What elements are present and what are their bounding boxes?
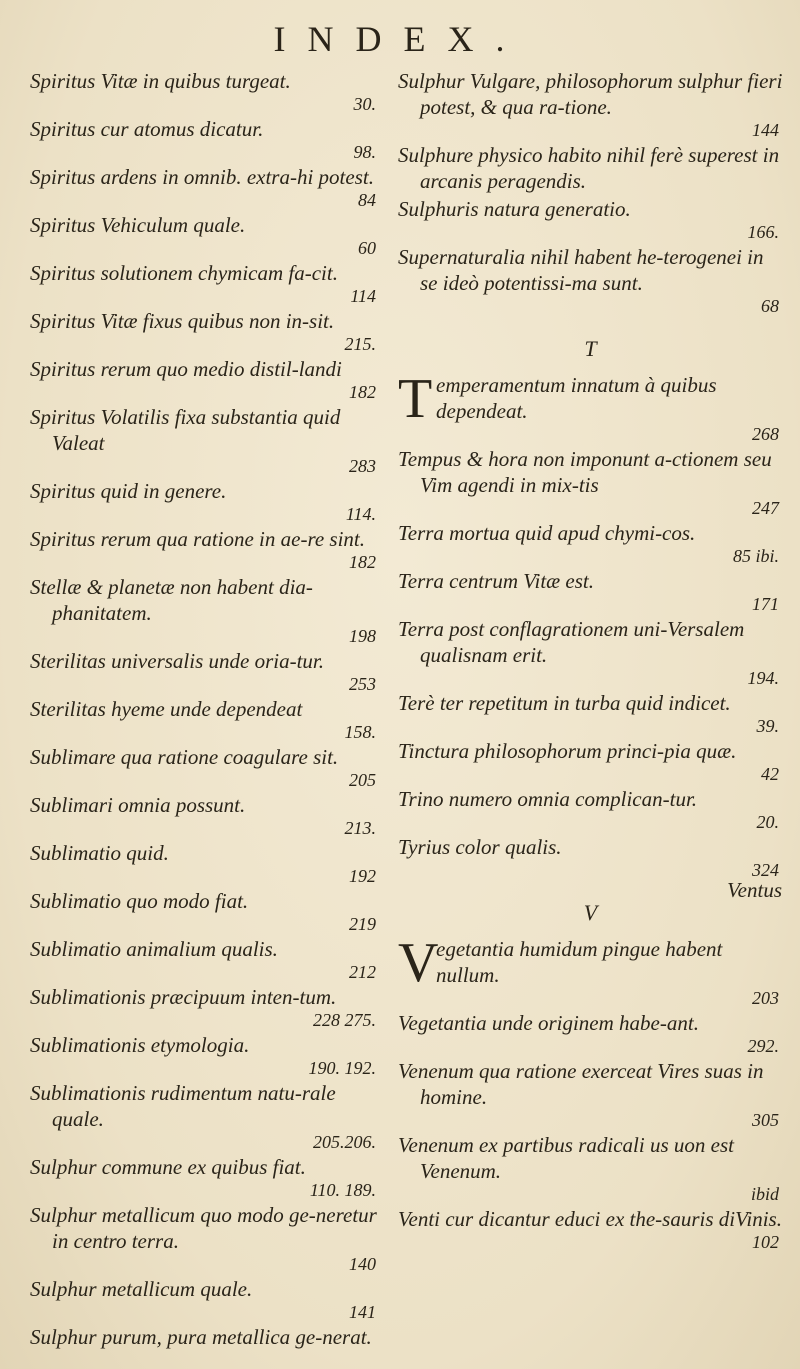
- entry-text: Sterilitas universalis unde oria-tur.: [30, 649, 324, 673]
- entry-text: Tinctura philosophorum princi-pia quæ.: [398, 739, 737, 763]
- section-heading-t: T: [584, 336, 597, 361]
- index-entry: [398, 932, 783, 1008]
- entry-page-ref: 194.: [747, 668, 779, 688]
- index-entry: [30, 526, 380, 572]
- entry-page-ref: 228 275.: [313, 1010, 376, 1030]
- entry-text: Sublimationis rudimentum natu-rale quale.: [30, 1081, 336, 1131]
- index-entry: [30, 1202, 380, 1274]
- index-entry: [30, 1032, 380, 1078]
- entry-page-ref: 215.: [344, 334, 376, 354]
- entry-page-ref: 102: [752, 1232, 779, 1252]
- entry-text: Spiritus rerum qua ratione in ae-re sint.: [30, 527, 366, 551]
- entry-text: Tempus & hora non imponunt a-ctionem seu Vim agendi in mix-tis: [398, 447, 772, 497]
- entry-text: Sulphur metallicum quo modo ge-neretur in centro terra.: [30, 1203, 377, 1253]
- entry-text: Sublimationis etymologia.: [30, 1033, 250, 1057]
- entry-text: Stellæ & planetæ non habent dia-phanitatem.: [30, 575, 313, 625]
- entry-page-ref: 192: [349, 866, 376, 886]
- entry-text: Sublimatio animalium qualis.: [30, 937, 278, 961]
- index-entry: [30, 574, 380, 646]
- entry-page-ref: 324: [752, 860, 779, 880]
- entry-page-ref: 84: [358, 190, 376, 210]
- entry-page-ref: 283: [349, 456, 376, 476]
- entry-text: Sublimationis præcipuum inten-tum.: [30, 985, 337, 1009]
- index-entry: [30, 356, 380, 402]
- index-entry: [30, 1324, 380, 1350]
- index-entry: [30, 1154, 380, 1200]
- entry-page-ref: 42: [761, 764, 779, 784]
- index-entry: [30, 744, 380, 790]
- index-entry: [30, 404, 380, 476]
- index-entry: [398, 616, 783, 688]
- entry-page-ref: 268: [752, 424, 779, 444]
- index-entry: [30, 116, 380, 162]
- entry-page-ref: 292.: [747, 1036, 779, 1056]
- entry-text: Sterilitas hyeme unde dependeat: [30, 697, 303, 721]
- entry-text: Sublimatio quid.: [30, 841, 169, 865]
- entry-text: Venenum ex partibus radicali us uon est Venenum.: [398, 1133, 734, 1183]
- index-entry: [398, 68, 783, 140]
- index-entry: [30, 212, 380, 258]
- entry-page-ref: 205: [349, 770, 376, 790]
- entry-page-ref: 140: [349, 1254, 376, 1274]
- entry-text: Spiritus quid in genere.: [30, 479, 227, 503]
- entry-page-ref: 114.: [345, 504, 376, 524]
- entry-text: Sulphur Vulgare, philosophorum sulphur fieri potest, & qua ra-tione.: [398, 69, 783, 119]
- index-entry: [398, 738, 783, 784]
- index-entry: [30, 260, 380, 306]
- entry-text: Sublimari omnia possunt.: [30, 793, 246, 817]
- index-entry: [30, 68, 380, 114]
- entry-text: Sublimatio quo modo fiat.: [30, 889, 249, 913]
- entry-page-ref: 182: [349, 382, 376, 402]
- entry-page-ref: 114: [350, 286, 376, 306]
- left-column: [30, 68, 380, 1352]
- entry-text: Spiritus cur atomus dicatur.: [30, 117, 264, 141]
- index-entry: [30, 840, 380, 886]
- entry-page-ref: 171: [752, 594, 779, 614]
- entry-text: Spiritus rerum quo medio distil-landi: [30, 357, 342, 381]
- entry-page-ref: 213.: [344, 818, 376, 838]
- entry-page-ref: 110. 189.: [309, 1180, 376, 1200]
- entry-text: Venenum qua ratione exerceat Vires suas in homine.: [398, 1059, 764, 1109]
- entry-text: emperamentum innatum à quibus dependeat.: [436, 373, 717, 423]
- entry-page-ref: 182: [349, 552, 376, 572]
- entry-text: Sulphuris natura generatio.: [398, 197, 631, 221]
- entry-text: Venti cur dicantur educi ex the-sauris diVinis.: [398, 1207, 782, 1231]
- index-entry: [30, 1276, 380, 1322]
- entry-page-ref: 212: [349, 962, 376, 982]
- entry-text: Spiritus Vitæ fixus quibus non in-sit.: [30, 309, 335, 333]
- entry-text: Spiritus solutionem chymicam fa-cit.: [30, 261, 338, 285]
- index-entry: [398, 690, 783, 736]
- entry-page-ref: 198: [349, 626, 376, 646]
- entry-page-ref: 305: [752, 1110, 779, 1130]
- entry-page-ref: 68: [761, 296, 779, 316]
- entry-page-ref: 60: [358, 238, 376, 258]
- entry-page-ref: 219: [349, 914, 376, 934]
- right-column: [398, 68, 783, 1254]
- index-entry: [398, 1132, 783, 1204]
- index-entry: [30, 888, 380, 934]
- entry-page-ref: 141: [349, 1302, 376, 1322]
- entry-text: Sulphure physico habito nihil ferè superest in arcanis peragendis.: [398, 143, 780, 193]
- entry-page-ref: 144: [752, 120, 779, 140]
- entry-text: Spiritus Volatilis fixa substantia quid Valeat: [30, 405, 341, 455]
- entry-page-ref: 85 ibi.: [732, 546, 779, 566]
- entry-page-ref: 203: [752, 988, 779, 1008]
- index-entry: [30, 984, 380, 1030]
- entry-page-ref: 253: [349, 674, 376, 694]
- entry-page-ref: 158.: [344, 722, 376, 742]
- index-entry: [398, 196, 783, 242]
- index-entry: [398, 142, 783, 194]
- entry-text: Supernaturalia nihil habent he-terogenei in se ideò potentissi-ma sunt.: [398, 245, 764, 295]
- index-entry: [398, 244, 783, 316]
- entry-text: egetantia humidum pingue habent nullum.: [436, 937, 723, 987]
- entry-text: Vegetantia unde originem habe-ant.: [398, 1011, 699, 1035]
- entry-text: Spiritus Vitæ in quibus turgeat.: [30, 69, 291, 93]
- entry-page-ref: 166.: [747, 222, 779, 242]
- entry-text: Terra mortua quid apud chymi-cos.: [398, 521, 696, 545]
- index-entry: [398, 1058, 783, 1130]
- page-title: INDEX.: [273, 19, 527, 59]
- entry-page-ref: 190. 192.: [308, 1058, 376, 1078]
- index-entry: [398, 446, 783, 518]
- index-entry: [398, 786, 783, 832]
- entry-page-ref: 205.206.: [313, 1132, 376, 1152]
- index-entry: [398, 368, 783, 444]
- index-entry: [30, 792, 380, 838]
- index-entry: [398, 834, 783, 880]
- entry-page-ref: 30.: [353, 94, 376, 114]
- index-entry: [398, 520, 783, 566]
- entry-text: Spiritus ardens in omnib. extra-hi potest.: [30, 165, 374, 189]
- index-entry: [398, 568, 783, 614]
- index-entry: [398, 1010, 783, 1056]
- entry-text: Sulphur purum, pura metallica ge-nerat.: [30, 1325, 372, 1349]
- entry-page-ref: 98.: [353, 142, 376, 162]
- section-heading-v: V: [583, 900, 598, 925]
- index-entry: [30, 1080, 380, 1152]
- entry-text: Sublimare qua ratione coagulare sit.: [30, 745, 339, 769]
- index-entry: [30, 478, 380, 524]
- drop-cap: T: [398, 368, 433, 430]
- entry-text: Terra post conflagrationem uni-Versalem qualisnam erit.: [398, 617, 745, 667]
- entry-page-ref: 39.: [756, 716, 779, 736]
- index-entry: [30, 308, 380, 354]
- index-entry: [30, 936, 380, 982]
- index-entry: [398, 1206, 783, 1252]
- entry-page-ref: 247: [752, 498, 779, 518]
- entry-text: Sulphur metallicum quale.: [30, 1277, 253, 1301]
- drop-cap: V: [398, 932, 439, 994]
- entry-text: Sulphur commune ex quibus fiat.: [30, 1155, 306, 1179]
- entry-text: Trino numero omnia complican-tur.: [398, 787, 698, 811]
- index-entry: [30, 648, 380, 694]
- entry-text: Tyrius color qualis.: [398, 835, 562, 859]
- index-entry: [30, 696, 380, 742]
- catchword: Ventus: [727, 878, 782, 902]
- entry-text: Spiritus Vehiculum quale.: [30, 213, 246, 237]
- entry-text: Terè ter repetitum in turba quid indicet.: [398, 691, 731, 715]
- entry-page-ref: ibid: [750, 1184, 779, 1204]
- entry-text: Terra centrum Vitæ est.: [398, 569, 595, 593]
- index-entry: [30, 164, 380, 210]
- entry-page-ref: 20.: [756, 812, 779, 832]
